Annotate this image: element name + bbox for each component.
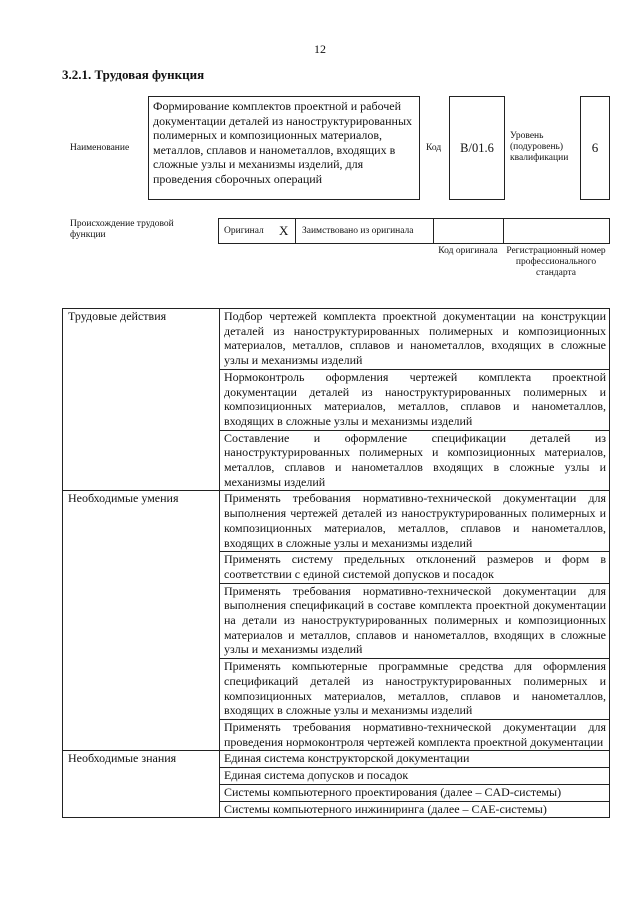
table-item: Нормоконтроль оформления чертежей комплекта проектной документации деталей из наноструктурированных полимерных и композиционных материалов, металлов, сплавов и нанометаллов, входящих в сложные узлы и механизмы изделий: [220, 369, 610, 430]
level-box: [580, 96, 610, 200]
code-box: [449, 96, 505, 200]
section-title: 3.2.1. Трудовая функция: [62, 67, 205, 82]
table-item: Системы компьютерного инжиниринга (далее – CAE-системы): [220, 801, 610, 818]
required-skills-label: Необходимые умения: [63, 491, 220, 751]
table-item: Применять компьютерные программные средства для оформления спецификаций деталей из наноструктурированных полимерных и композиционных материалов, металлов, сплавов и нанометаллов, входящих в сложные узлы и механизмы изделий: [220, 659, 610, 720]
name-label: Наименование: [70, 143, 130, 153]
code-value: B/01.6: [460, 140, 494, 155]
table-item: Составление и оформление спецификации деталей из наноструктурированных полимерных и композиционных материалов, металлов, сплавов и нанометаллов входящих в сложные узлы и механизмы изделий: [220, 430, 610, 491]
original-mark: X: [279, 223, 289, 238]
level-label: Уровень (подуровень) квалификации: [510, 131, 569, 163]
origin-row: [218, 218, 610, 244]
table-row: [63, 751, 610, 768]
code-label: Код: [426, 143, 442, 153]
function-details-table: [62, 308, 610, 818]
borrowed-label: Заимствовано из оригинала: [302, 225, 414, 236]
labor-actions-label: Трудовые действия: [63, 309, 220, 491]
table-item: Применять требования нормативно-технической документации для выполнения спецификаций в составе комплекта проектной документации на детали из наноструктурированных полимерных и композиционных материалов и металлов, сплавов и нанометаллов, входящих в сложные узлы и механизмы изделий: [220, 583, 610, 659]
origin-label: Происхождение трудовой функции: [70, 219, 174, 240]
code-original-label: Код оригинала: [438, 246, 498, 256]
table-item: Единая система конструкторской документации: [220, 751, 610, 768]
required-knowledge-label: Необходимые знания: [63, 751, 220, 818]
table-item: Применять требования нормативно-технической документации для проведения нормоконтроля чертежей комплекта проектной документации: [220, 719, 610, 750]
level-value: 6: [591, 140, 599, 155]
table-row: [63, 309, 610, 370]
table-item: Применять систему предельных отклонений размеров и форм в соответствии с единой системой допусков и посадок: [220, 552, 610, 583]
original-label: Оригинал: [224, 225, 264, 236]
table-row: [63, 491, 610, 552]
function-name-box: [148, 96, 420, 200]
table-item: Подбор чертежей комплекта проектной документации на конструкции деталей из наноструктурированных полимерных и композиционных материалов, металлов, сплавов и нанометаллов, входящих в сложные узлы и механизмы изделий: [220, 309, 610, 370]
function-name-value: Формирование комплектов проектной и рабочей документации деталей из наноструктурированных полимерных и композиционных материалов, металлов, сплавов и нанометаллов, входящих в сложные узлы и механизмы изделий, для проведения сборочных операций: [153, 99, 413, 186]
table-item: Единая система допусков и посадок: [220, 768, 610, 785]
table-item: Применять требования нормативно-технической документации для выполнения чертежей деталей из наноструктурированных полимерных и композиционных материалов, металлов, сплавов и нанометаллов, входящих в сложные узлы и механизмы изделий: [220, 491, 610, 552]
reg-number-label: Регистрационный номер профессионального стандарта: [506, 246, 606, 278]
page-number: 12: [314, 42, 326, 56]
table-item: Системы компьютерного проектирования (далее – CAD-системы): [220, 784, 610, 801]
